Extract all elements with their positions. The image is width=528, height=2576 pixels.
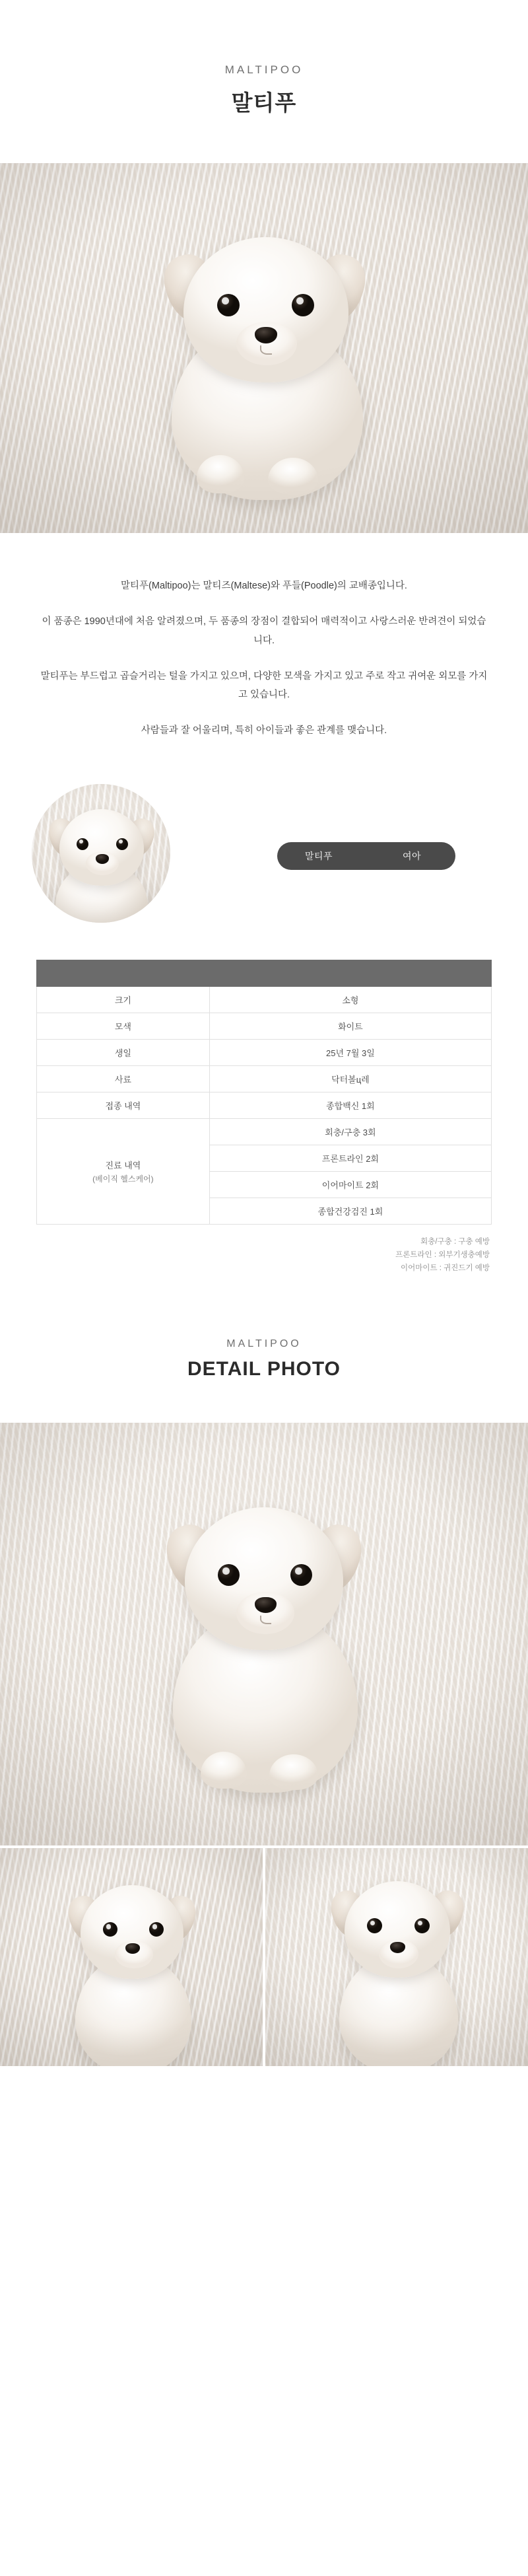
page-title-eyebrow: MALTIPOO	[224, 63, 304, 76]
detail-right-puppy	[314, 1875, 479, 2066]
profile-puppy-illustration	[38, 801, 164, 923]
description-line-4: 사람들과 잘 어울리며, 특히 아이들과 좋은 관계를 맺습니다.	[141, 725, 387, 736]
detail-large-mouth	[260, 1616, 271, 1624]
detail-large-puppy	[132, 1495, 396, 1799]
detail-left-eye-right	[149, 1922, 164, 1937]
spec-value-vaccination: 종합백신 1회	[209, 1092, 491, 1118]
spec-label-food: 사료	[37, 1065, 210, 1092]
profile-sex-label: 여아	[402, 850, 421, 861]
puppy-eye-left	[217, 294, 240, 316]
spec-table-head	[37, 960, 492, 986]
description-line-1: 말티푸(Maltipoo)는 말티즈(Maltese)와 푸들(Poodle)의 교배종입니다.	[121, 581, 407, 591]
spec-table-wrap	[0, 937, 528, 1225]
spec-label-treatment	[37, 1118, 210, 1224]
spec-header-value	[209, 960, 491, 986]
table-row	[37, 986, 492, 1013]
detail-photo-right	[265, 1848, 528, 2066]
spec-label-color: 모색	[37, 1013, 210, 1039]
table-row	[37, 1039, 492, 1065]
spec-label-vaccination: 접종 내역	[37, 1092, 210, 1118]
detail-photo-left	[0, 1848, 263, 2066]
detail-left-eye-left	[103, 1922, 117, 1937]
detail-left-puppy	[49, 1877, 214, 2066]
table-header-row	[37, 960, 492, 986]
profile-block	[0, 779, 528, 937]
profile-name-badge	[277, 842, 455, 870]
detail-right-eye-right	[414, 1918, 430, 1933]
table-row	[37, 1013, 492, 1039]
detail-photo-header	[0, 1275, 528, 1423]
spec-header-label	[37, 960, 210, 986]
profile-puppy-eye-right	[116, 838, 128, 850]
description-line-3: 말티푸는 부드럽고 곱슬거리는 털을 가지고 있으며, 다양한 모색을 가지고 있고 주로 작고 귀여운 외모를 가지고 있습니다.	[40, 670, 488, 701]
spec-table	[36, 960, 492, 1225]
puppy-mouth	[260, 345, 272, 355]
hero-photo	[0, 163, 528, 533]
puppy-eye-right	[292, 294, 314, 316]
detail-eyebrow: MALTIPOO	[226, 1338, 302, 1349]
note-line-1: 회충/구충 : 구충 예방	[420, 1237, 490, 1246]
spec-label-birthday: 생일	[37, 1039, 210, 1065]
spec-table-body	[37, 986, 492, 1224]
detail-title: DETAIL PHOTO	[187, 1357, 341, 1380]
spec-value-food: 닥터볼ц레	[209, 1065, 491, 1092]
description-line-2: 이 품종은 1990년대에 처음 알려졌으며, 두 품종의 장점이 결합되어 매력적이고 사랑스러운 반려견이 되었습니다.	[42, 616, 486, 646]
profile-photo	[32, 784, 170, 923]
note-line-2: 프론트라인 : 외부기생충예방	[395, 1250, 490, 1259]
spec-value-treatment-4: 종합건강검진 1회	[209, 1198, 491, 1224]
spec-value-treatment-1: 회충/구충 3회	[209, 1118, 491, 1145]
detail-right-eye-left	[367, 1918, 382, 1933]
page-title: 말티푸	[231, 90, 297, 115]
spec-value-color: 화이트	[209, 1013, 491, 1039]
spec-value-treatment-3: 이어마이트 2회	[209, 1171, 491, 1198]
table-notes	[0, 1225, 528, 1275]
detail-large-eye-right	[290, 1564, 312, 1586]
detail-photo-row	[0, 1848, 528, 2066]
table-row	[37, 1092, 492, 1118]
table-row	[37, 1118, 492, 1145]
spec-label-treatment-main: 진료 내역	[105, 1160, 141, 1170]
puppy-illustration	[125, 223, 403, 507]
description-block	[0, 533, 528, 767]
table-row	[37, 1065, 492, 1092]
detail-large-eye-left	[218, 1564, 240, 1586]
page-title-block	[0, 0, 528, 163]
spec-value-size: 소형	[209, 986, 491, 1013]
spec-label-treatment-sub: (베이직 헬스케어)	[92, 1174, 154, 1184]
profile-puppy-eye-left	[77, 838, 88, 850]
profile-breed-label: 말티푸	[305, 850, 333, 861]
spec-label-size: 크기	[37, 986, 210, 1013]
note-line-3: 이어마이트 : 귀진드기 예방	[401, 1264, 490, 1272]
spec-value-treatment-2: 프론트라인 2회	[209, 1145, 491, 1171]
detail-photo-large	[0, 1423, 528, 1845]
spec-value-birthday: 25년 7월 3일	[209, 1039, 491, 1065]
